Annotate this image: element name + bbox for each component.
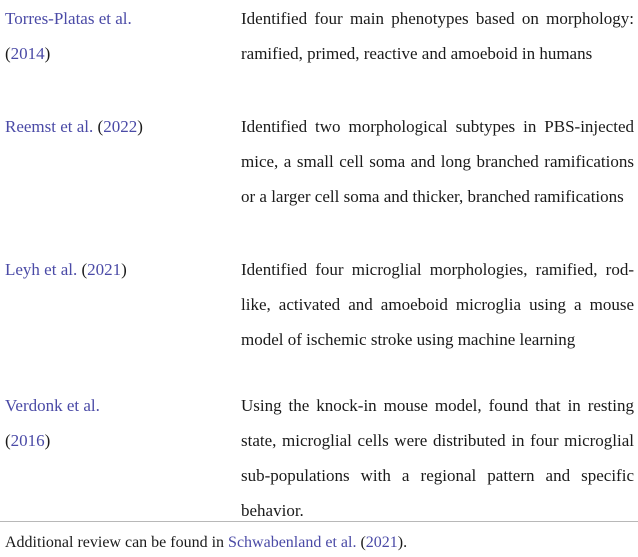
table-row bbox=[0, 0, 638, 109]
table-footer-divider bbox=[0, 521, 638, 522]
year-link[interactable]: 2014 bbox=[10, 44, 45, 63]
footnote-text: Additional review can be found in bbox=[5, 534, 225, 551]
year-link[interactable]: 2022 bbox=[103, 117, 138, 136]
author-link[interactable]: Leyh et al. bbox=[5, 260, 78, 279]
citation-cell: Leyh et al. (2021) bbox=[5, 260, 127, 279]
year-link[interactable]: 2021 bbox=[87, 260, 122, 279]
table-footnote: Additional review can be found in Schwabenland et al. (2021). bbox=[5, 534, 408, 551]
finding-cell: Identified four microglial morphologies, ramified, rod-like, activated and amoeboid microglia using a mouse model of ischemic stroke using machine learning bbox=[241, 260, 634, 349]
author-link[interactable]: Torres-Platas et al. bbox=[5, 9, 132, 28]
footnote-period: . bbox=[403, 534, 408, 551]
footnote-author-link[interactable]: Schwabenland et al. bbox=[228, 534, 357, 551]
table-row bbox=[0, 109, 638, 252]
finding-cell: Identified two morphological subtypes in PBS-injected mice, a small cell soma and long branched ramifications or a larger cell soma and thicker, branched ramifications bbox=[241, 117, 634, 206]
finding-cell: Using the knock-in mouse model, found that in resting state, microglial cells were distributed in four microglial sub-populations with a regional pattern and specific behavior. bbox=[241, 396, 634, 520]
citation-cell: Reemst et al. (2022) bbox=[5, 117, 143, 136]
finding-cell: Identified four main phenotypes based on morphology: ramified, primed, reactive and amoeboid in humans bbox=[241, 9, 634, 63]
author-link[interactable]: Verdonk et al. bbox=[5, 396, 100, 415]
table-row bbox=[0, 388, 638, 528]
author-link[interactable]: Reemst et al. bbox=[5, 117, 94, 136]
table-row bbox=[0, 252, 638, 388]
footnote-year-link[interactable]: 2021 bbox=[365, 534, 398, 551]
citation-cell: Torres-Platas et al. (2014) bbox=[5, 9, 132, 63]
citation-cell: Verdonk et al. (2016) bbox=[5, 396, 100, 450]
year-link[interactable]: 2016 bbox=[10, 431, 45, 450]
